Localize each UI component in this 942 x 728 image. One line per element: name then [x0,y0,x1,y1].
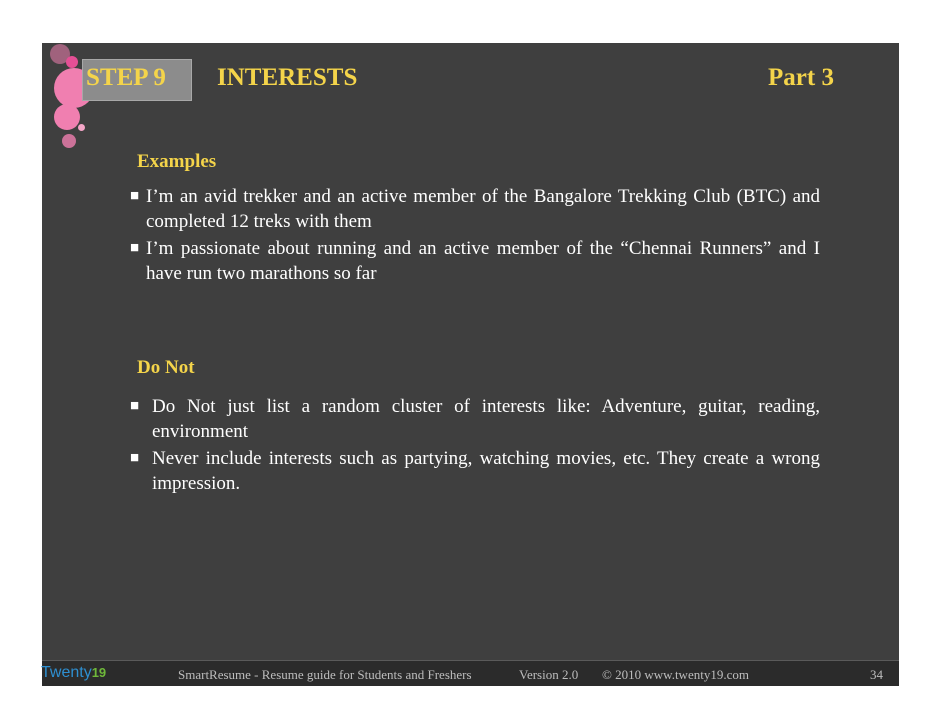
example-item [130,184,820,234]
logo-number: 19 [91,665,107,680]
donot-item [130,394,820,444]
part-label: Part 3 [768,64,834,91]
donot-text: Never include interests such as partying, watching movies, etc. They create a wrong impression. [152,448,820,494]
example-text: I’m passionate about running and an active member of the “Chennai Runners” and I have run two marathons so far [146,238,820,284]
bullet-icon: ■ [130,450,140,466]
footer-guide-title: SmartResume - Resume guide for Students and Freshers [178,667,472,682]
bullet-icon: ■ [130,240,140,256]
example-item [130,236,820,286]
donot-text: Do Not just list a random cluster of interests like: Adventure, guitar, reading, environment [152,396,820,442]
page-number: 34 [870,667,883,682]
page-title: INTERESTS [217,64,358,91]
logo-text: Twenty [41,664,92,681]
examples-heading: Examples [137,151,217,172]
bullet-icon: ■ [130,188,140,204]
footer-version: Version 2.0 [519,667,579,682]
decor-circle [66,56,78,68]
example-text: I’m an avid trekker and an active member of the Bangalore Trekking Club (BTC) and completed 12 treks with them [146,186,820,232]
donot-heading: Do Not [137,357,195,378]
donot-item [130,446,820,496]
footer-copyright: © 2010 www.twenty19.com [602,667,749,682]
twenty19-logo [41,664,106,684]
step-label: STEP 9 [86,64,166,91]
bullet-icon: ■ [130,398,140,414]
decor-circle [78,124,85,131]
decor-circle [62,134,76,148]
decor-circle [54,104,80,130]
